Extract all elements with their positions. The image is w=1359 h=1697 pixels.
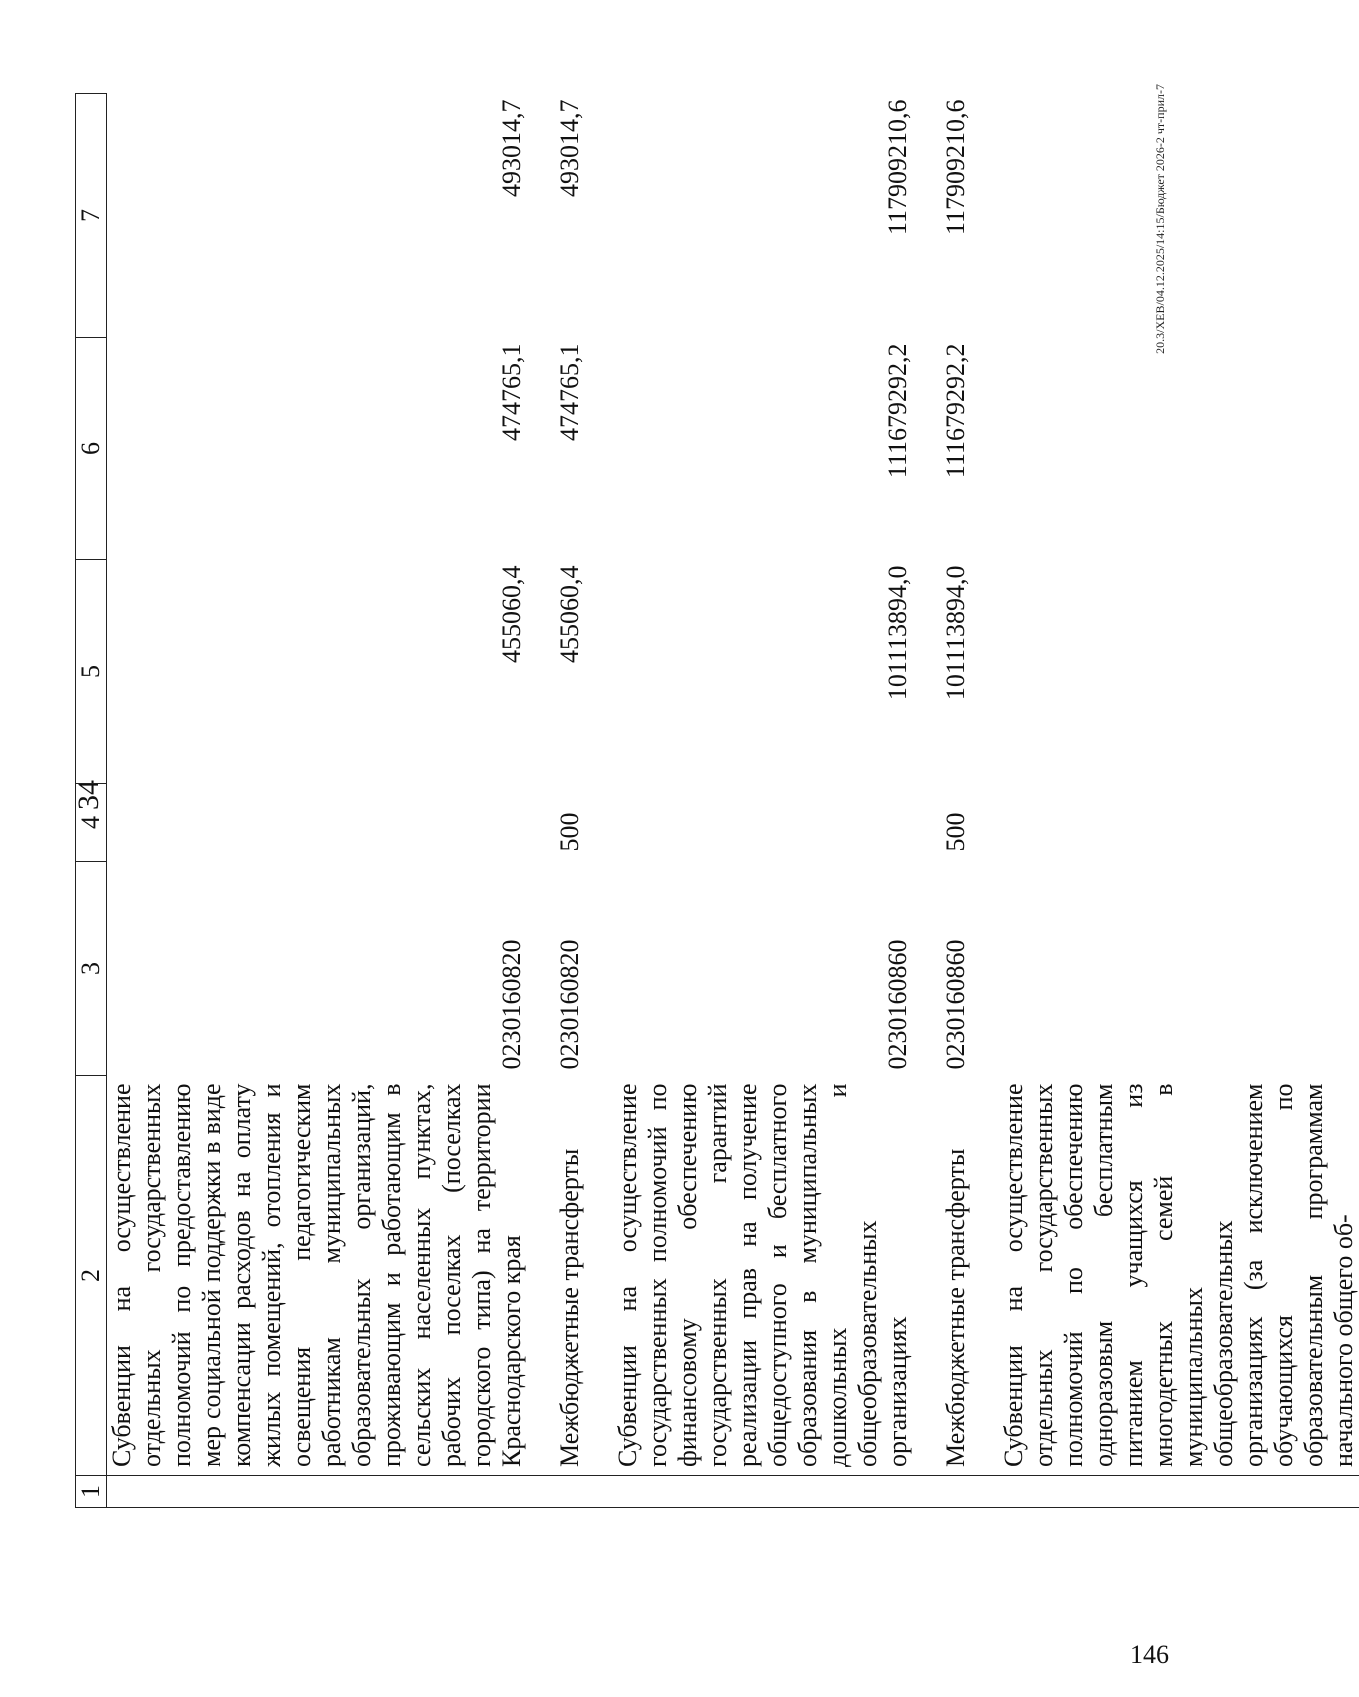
table-row bbox=[107, 94, 528, 1508]
row-gap bbox=[527, 94, 555, 1508]
table-row bbox=[941, 94, 971, 1508]
page-number: 34 bbox=[72, 780, 105, 810]
target-code bbox=[999, 862, 1359, 1076]
amount-year-2: 474765,1 bbox=[555, 343, 584, 441]
header-col-2: 2 bbox=[76, 1076, 107, 1476]
row-description: Субвенции на осуществление отдельных государственных полномочий по предоставлению мер социальной поддержки в виде компенсации расходов на оплату жилых помещений, отопления и освещения педагогическим работникам муниципальных образовательных организаций, проживающим и работающим в сельских населенных пунктах, рабочих поселках (поселках городского типа) на территории Краснодарского края bbox=[107, 1083, 526, 1467]
row-gap bbox=[913, 94, 941, 1508]
table-row bbox=[555, 94, 585, 1508]
amount-year-1: 101113894,0 bbox=[883, 565, 912, 701]
sheet-number: 146 bbox=[1130, 1640, 1169, 1669]
header-col-7: 7 bbox=[76, 94, 107, 338]
amount-year-1: 455060,4 bbox=[555, 565, 584, 663]
expense-type: 500 bbox=[555, 812, 584, 852]
header-col-1: 1 bbox=[76, 1476, 107, 1508]
row-index-cell bbox=[555, 1476, 585, 1508]
target-code: 0230160860 bbox=[883, 939, 912, 1070]
target-code: 0230160820 bbox=[497, 939, 526, 1070]
amount-year-1: 455060,4 bbox=[497, 565, 526, 663]
header-col-6: 6 bbox=[76, 338, 107, 560]
amount-year-1 bbox=[999, 560, 1359, 784]
table-row bbox=[999, 94, 1359, 1508]
expense-type: 500 bbox=[941, 812, 970, 852]
row-gap bbox=[585, 94, 613, 1508]
header-col-4: 4 bbox=[76, 784, 107, 862]
expense-type bbox=[999, 784, 1359, 862]
amount-year-1: 101113894,0 bbox=[941, 565, 970, 701]
expense-type bbox=[107, 784, 528, 862]
target-code: 0230160860 bbox=[941, 939, 970, 1070]
amount-year-3: 117909210,6 bbox=[883, 99, 912, 236]
table-header-row bbox=[76, 94, 107, 1508]
row-index-cell bbox=[613, 1476, 913, 1508]
target-code: 0230160820 bbox=[555, 939, 584, 1070]
amount-year-3: 493014,7 bbox=[555, 99, 584, 197]
row-description: Субвенции на осуществление государственных полномочий по финансовому обеспечению государственных гарантий реализации прав на получение общедоступного и бесплатного образования в муниципальных дошкольных и общеобразовательных организациях bbox=[613, 1083, 912, 1467]
amount-year-2: 111679292,2 bbox=[941, 343, 970, 479]
footer-file-stamp: 20.3/ХЕВ/04.12.2025/14:15/Бюджет 2026-2 чт-прил-7 bbox=[1153, 84, 1167, 354]
header-col-3: 3 bbox=[76, 862, 107, 1076]
amount-year-3: 117909210,6 bbox=[941, 99, 970, 236]
row-gap bbox=[971, 94, 999, 1508]
row-index-cell bbox=[999, 1476, 1359, 1508]
table-row bbox=[613, 94, 913, 1508]
amount-year-3 bbox=[999, 94, 1359, 338]
amount-year-2: 474765,1 bbox=[497, 343, 526, 441]
row-description: Субвенции на осуществление отдельных государственных полномочий по обеспечению одноразовым бесплатным питанием учащихся из многодетных семей в муниципальных общеобразовательных организациях (за исключением обучающихся по образовательным программам начального общего об- bbox=[999, 1083, 1358, 1467]
amount-year-2 bbox=[999, 338, 1359, 560]
header-col-5: 5 bbox=[76, 560, 107, 784]
amount-year-3: 493014,7 bbox=[497, 99, 526, 197]
row-description: Межбюджетные трансферты bbox=[555, 1148, 584, 1467]
amount-year-2: 111679292,2 bbox=[883, 343, 912, 479]
expense-type bbox=[613, 784, 913, 862]
row-index-cell bbox=[941, 1476, 971, 1508]
row-index-cell bbox=[107, 1476, 528, 1508]
row-description: Межбюджетные трансферты bbox=[941, 1148, 970, 1467]
